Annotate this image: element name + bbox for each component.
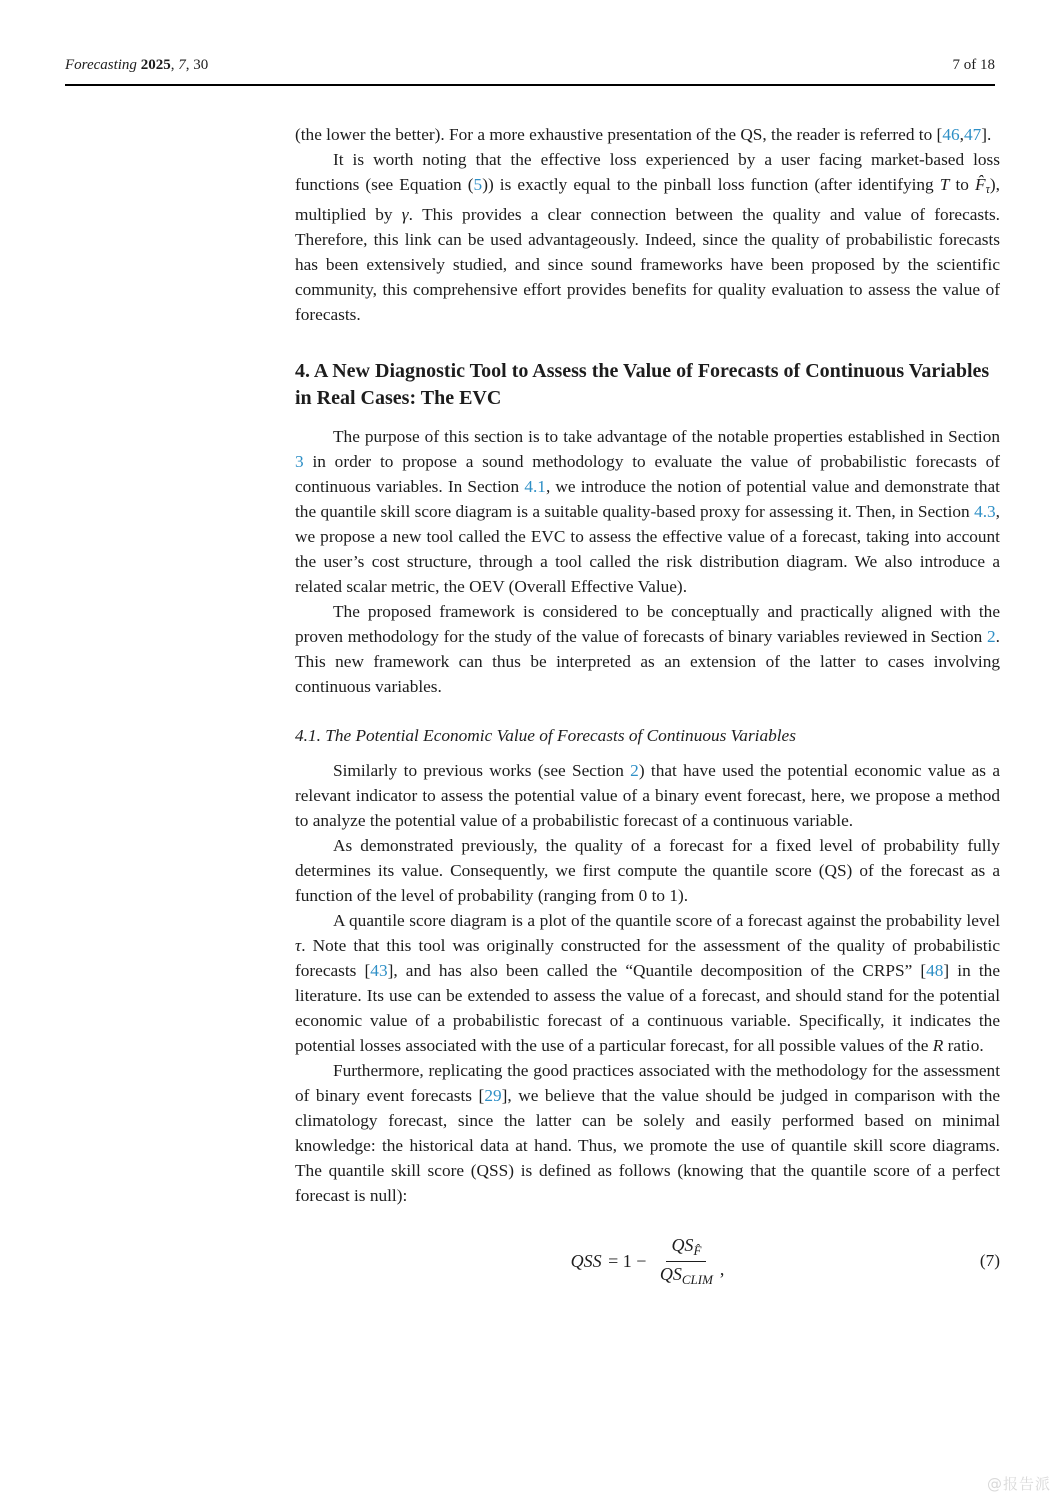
text-run: , we introduce the notion of potential value and demonstrate that the quantile skill score diagram is a suitable quality-based proxy for assessing it. Then, in Section [295, 477, 1000, 522]
text-run: Similarly to previous works (see Section [333, 761, 631, 781]
text-run: in order to propose a sound methodology to evaluate the value of probabilistic forecasts of continuous variables. In Section [295, 452, 1000, 497]
text-run: A quantile score diagram is a plot of the quantile score of a forecast against the probability level [333, 911, 1000, 931]
paragraph-similarly [295, 758, 1000, 833]
equation-number: (7) [979, 1251, 1000, 1271]
journal-citation [65, 57, 208, 74]
paragraph-noting [295, 147, 1000, 327]
text-run: τ [985, 182, 990, 197]
reference-link[interactable]: 2 [630, 761, 639, 781]
text-run: γ [401, 205, 409, 225]
text-run: ], and has also been called the “Quantile decomposition of the CRPS” [ [387, 961, 927, 981]
reference-link[interactable]: 3 [295, 452, 304, 472]
text-run: ], we believe that the value should be judged in comparison with the climatology forecast, since the latter can be solely and easily performed based on minimal knowledge: the historical data at hand. Thus, we promote the use of quantile skill score diagrams. The quantile skill score (QSS) is defined as follows (knowing that the quantile score of a perfect forecast is null): [295, 1086, 1001, 1206]
reference-link[interactable]: 4.1 [524, 477, 546, 497]
reference-link[interactable]: 43 [370, 961, 388, 981]
page-header [65, 57, 995, 74]
denominator-subscript: CLIM [681, 1271, 713, 1287]
equation-lhs: QSS [570, 1250, 602, 1271]
fraction-numerator [666, 1234, 706, 1262]
paragraph-purpose [295, 424, 1000, 599]
text-run: )) is exactly equal to the pinball loss function (after identifying [482, 175, 940, 194]
equation-trailing-comma: , [719, 1259, 725, 1280]
numerator-base: QS [671, 1235, 694, 1256]
text-run: ]. [981, 125, 992, 144]
text-run: 2025 [140, 57, 171, 73]
text-run: Forecasting [65, 57, 141, 73]
page-number: 7 of 18 [952, 57, 995, 73]
text-run: The purpose of this section is to take advantage of the notable properties established in Section [333, 427, 1000, 447]
text-run: 7 [178, 57, 186, 73]
reference-link[interactable]: 48 [926, 961, 944, 981]
text-run: F̂ [975, 175, 986, 194]
paragraph-framework [295, 599, 1000, 699]
reference-link[interactable]: 5 [473, 175, 483, 194]
text-run: , we propose a new tool called the EVC to assess the effective value of a forecast, taking into account the user’s cost structure, through a tool called the risk distribution diagram. We also introduce a related scalar metric, the OEV (Overall Effective Value). [295, 502, 1000, 597]
paragraph-demonstrated [295, 833, 1000, 908]
header-rule [65, 84, 995, 86]
reference-link[interactable]: 29 [484, 1086, 502, 1106]
reference-link[interactable]: 46 [942, 125, 960, 144]
text-run: , [170, 57, 179, 73]
text-run: The proposed framework is considered to be conceptually and practically aligned with the proven methodology for the study of the value of forecasts of binary variables reviewed in Section [295, 602, 1000, 647]
equation-body [571, 1234, 725, 1288]
text-run: R [932, 1036, 944, 1056]
subsection-4-1-heading: 4.1. The Potential Economic Value of Forecasts of Continuous Variables [295, 726, 796, 746]
text-run: T [939, 175, 950, 194]
text-run: Furthermore, replicating the good practices associated with the methodology for the assessment of binary event forecasts [ [295, 1061, 1000, 1106]
numerator-subscript: F̂ [693, 1242, 702, 1258]
text-run: ratio. [943, 1036, 984, 1056]
text-run: ), multiplied by [295, 175, 1000, 225]
page-content [295, 122, 1000, 1288]
text-run: . Note that this tool was originally constructed for the assessment of the quality of probabilistic forecasts [ [295, 936, 1000, 981]
section-4-heading: 4. A New Diagnostic Tool to Assess the Value of Forecasts of Continuous Variables in Real Cases: The EVC [295, 360, 990, 409]
equation-relation: = 1 − [603, 1250, 651, 1271]
denominator-base: QS [659, 1264, 682, 1285]
fraction-denominator [655, 1262, 718, 1288]
text-run: . This provides a clear connection between the quality and value of forecasts. Therefore, this link can be used advantageously. Indeed, since the quality of probabilistic forecasts has been extensively studied, and since sound frameworks have been proposed by the scientific community, this comprehensive effort provides benefits for quality evaluation to assess the value of forecasts. [295, 205, 1000, 325]
text-run: to [949, 175, 976, 194]
text-run: , 30 [185, 57, 209, 73]
text-run: ] in the literature. Its use can be extended to assess the value of a forecast, and should stand for the potential economic value of a probabilistic forecast of a continuous variable. Specifically, it indicates the potential losses associated with the use of a particular forecast, for all possible values of the [295, 961, 1000, 1056]
paragraph-continued [295, 122, 1000, 147]
watermark: @报告派 [986, 1475, 1051, 1493]
text-run: . This new framework can thus be interpreted as an extension of the latter to cases involving continuous variables. [295, 627, 1000, 697]
text-run: It is worth noting that the effective loss experienced by a user facing market-based loss functions (see Equation ( [295, 150, 1000, 194]
fraction [655, 1234, 718, 1288]
reference-link[interactable]: 4.3 [974, 502, 996, 522]
text-run: , [959, 125, 964, 144]
equation-7 [295, 1234, 1000, 1288]
paragraph-quantile-diagram [295, 908, 1000, 1058]
reference-link[interactable]: 47 [963, 125, 982, 144]
text-run: As demonstrated previously, the quality of a forecast for a fixed level of probability fully determines its value. Consequently, we first compute the quantile score (QS) of the forecast as a function of the level of probability (ranging from 0 to 1). [295, 836, 1000, 906]
paragraph-furthermore [295, 1058, 1000, 1208]
text-run: τ [295, 936, 302, 956]
text-run: (the lower the better). For a more exhaustive presentation of the QS, the reader is referred to [ [295, 125, 943, 144]
text-run: ) that have used the potential economic value as a relevant indicator to assess the potential value of a binary event forecast, here, we propose a method to analyze the potential value of a probabilistic forecast of a continuous variable. [295, 761, 1000, 831]
reference-link[interactable]: 2 [987, 627, 996, 647]
